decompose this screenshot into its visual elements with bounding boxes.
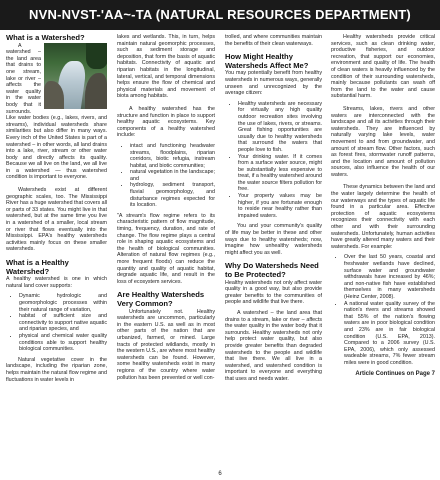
heading-affect-me: How Might Healthy Watersheds Affect Me? (225, 52, 309, 70)
list-item: • habitat of sufficient size and connectivity to support native aquatic and riparian species, and (19, 313, 107, 333)
list-item: • hydrology, sediment transport, fluvial geomorphology, and disturbance regimes expected for its location. (130, 182, 215, 208)
benefits-list (225, 101, 322, 220)
heading-healthy-watershed: What is a Healthy Watershed? (6, 258, 69, 276)
column-2 (117, 34, 215, 381)
paragraph-geographic-scales: Watersheds exist at different geographic scales, too. The Mississippi River has a huge watershed that covers all or parts of 33 states. You might live in that watershed, but at the same time you live in a watershed of a smaller, local stream or river that flows eventually into the Mississippi. EPA's healthy watersheds activities mainly focus on these smaller watersheds. (6, 187, 107, 253)
column-3 (225, 34, 322, 383)
list-item: • intact and functioning headwater streams, floodplains, riparian corridors, biotic refugia, instream habitat, and biotic communities; (130, 143, 215, 169)
list-item: • physical and chemical water quality conditions able to support healthy biological communities. (19, 333, 107, 353)
list-item: • Over the last 50 years, coastal and freshwater wetlands have declined, surface water and groundwater withdrawals have increased by 46%; and non-native fish have established themselves in many watersheds (Heinz Center, 2008). (344, 254, 435, 300)
column-4 (331, 34, 435, 377)
section-banner (0, 0, 440, 30)
list-item: • Healthy watersheds are necessary for virtually any high quality outdoor recreation sites involving the use of lakes, rivers, or streams. Great fishing opportunities are usually due to healthy watersheds that surround the waters that people love to fish. (238, 101, 322, 154)
paragraph-communities: trolled, and where communities maintain the benefits of their clean waterways. (225, 34, 322, 47)
article-continues-note: Article Continues on Page 7 (355, 370, 435, 377)
list-item: • natural vegetation in the landscape; and (130, 169, 215, 182)
section-title: NVN-NVST-'AA~-TA (NATURAL RESOURCES DEPARTMENT) (29, 7, 411, 22)
paragraph-interconnected: Streams, lakes, rivers and other waters are interconnected with the landscape and all its activities through their watersheds. They are influenced by naturally varying lake levels, water movement to and from groundwater, and amount of stream flow. Other factors, such as forest fires, stormwater runoff patterns, and the location and amount of pollution sources, also influence the health of our waters. (331, 105, 435, 178)
paragraph-what-is-watershed: A watershed – the land area that drains to one stream, lake or river – affects the water quality in the water body that it surrounds. Like water bodies (e.g., lakes, rivers, and streams), individual watersheds share similarities but also differ in many ways. Every inch of the United States is part of a watershed – in other words, all land drains into a lake, river, stream or other water body and directly affects its quality. Because we all live on the land, we all live in a watershed — thus watershed condition is important to everyone. (6, 42, 107, 181)
list-item: • Your drinking water. If it comes from a surface water source, might be substantially less expensive to treat, if a healthy watershed around the water source filters pollution for free. (238, 154, 322, 194)
heading-protected: Why Do Watersheds Need to Be Protected? (225, 261, 319, 279)
paragraph-protected: Healthy watersheds not only affect water quality in a good way, but also provide greater benefits to the communities of people and wildlife that live there. (225, 279, 322, 306)
list-item: • Dynamic hydrologic and geomorphologic processes within their natural range of variation, (19, 293, 107, 313)
key-components-list (117, 143, 215, 209)
heading-healthy-common: Are Healthy Watersheds Very Common? (117, 290, 205, 308)
heading-what-is-watershed: What is a Watershed? (6, 33, 85, 42)
list-item: • A national water quality survey of the nation's rivers and streams showed that 55% of the nation's flowing waters are in poor biological condition and 23% are in fair biological condition (U.S. EPA, 2013). Compared to a 2006 survey (U.S. EPA, 2006), which only assessed wadeable streams, 7% fewer stream miles were in good condition. (344, 301, 435, 367)
paragraph-lakes-wetlands: lakes and wetlands. This, in turn, helps maintain natural geomorphic processes, such as sediment storage and deposition, that form the basis of aquatic habitats. Connectivity of aquatic and riparian habitats in the longitudinal, lateral, vertical, and temporal dimensions helps ensure the flow of chemical and physical materials and movement of biota among habitats. (117, 34, 215, 100)
healthy-supports-list (6, 293, 107, 352)
paragraph-affect-me: You may potentially benefit from healthy watersheds in numerous ways, generally unseen and unrecognized by the average citizen: (225, 70, 322, 97)
paragraph-healthy-watershed: A healthy watershed is one in which natural land cover supports: (6, 276, 107, 289)
photo-rock-right (85, 73, 107, 109)
river-photo (44, 43, 107, 109)
paragraph-uncommon: Unfortunately not. Healthy watersheds are uncommon, particularly in the eastern U.S. as well as in most other parts of the nation that are urbanized, farmed, or mined. Large tracts of protected wildlands, mostly in the western U.S., are where most healthy watersheds can be found. However, some healthy watersheds exist in many regions of the country where water pollution has been prevented or well con- (117, 308, 216, 381)
paragraph-structure-function: A healthy watershed has the structure and function in place to support healthy aquatic ecosystems. Key components of a healthy watershed include: (117, 105, 215, 139)
paragraph-dynamics: These dynamics between the land and the water largely determine the health of our waterways and the types of aquatic life found in a particular area. Effective protection of aquatic ecosystems recognizes their connectivity with each other and with their surrounding watersheds. Unfortunately, human activities have greatly altered many waters and their watersheds. For example: (331, 184, 435, 250)
paragraph-flow-regime: "A stream's flow regime refers to its characteristic pattern of flow magnitude, timing, frequency, duration, and rate of change. The flow regime plays a central role in shaping aquatic ecosystems and the health of biological communities. Alteration of natural flow regimes (e.g., more frequent floods) can reduce the quantity and quality of aquatic habitat, degrade aquatic life, and result in the loss of ecosystem services. (117, 212, 215, 285)
list-item: • Your property values may be higher, if you are fortunate enough to reside near healthy rather than impaired waters. (238, 193, 322, 219)
column-1 (6, 34, 107, 383)
examples-list (331, 254, 435, 366)
paragraph-critical-services: Healthy watersheds provide critical services, such as clean drinking water, productive fisheries, and outdoor recreation, that support our economies, environment and quality of life. The health of clean waters is heavily influenced by the condition of their surrounding watersheds, mainly because pollutants can wash off from the land to the water and cause substantial harm. (331, 34, 435, 100)
page-number: 6 (218, 471, 222, 477)
photo-trees (86, 43, 107, 69)
paragraph-quality-of-life: You and your community's quality of life may be better in these and other ways due to healthy watersheds; now, imagine how unhealthy watersheds might affect you as well. (225, 223, 322, 256)
paragraph-watershed-water-quality: A watershed – the land area that drains to a stream, lake or river – affects the water quality in the water body that it surrounds. Healthy watersheds not only help protect water quality, but also provide greater benefits than degraded watersheds to the people and wildlife that live there. We all live in a watershed, and watershed condition is important to everyone and everything that uses and needs water. (225, 309, 322, 382)
paragraph-natural-vegetation: Natural vegetative cover in the landscape, including the riparian zone, helps maintain the natural flow regime and fluctuations in water levels in (6, 356, 107, 383)
